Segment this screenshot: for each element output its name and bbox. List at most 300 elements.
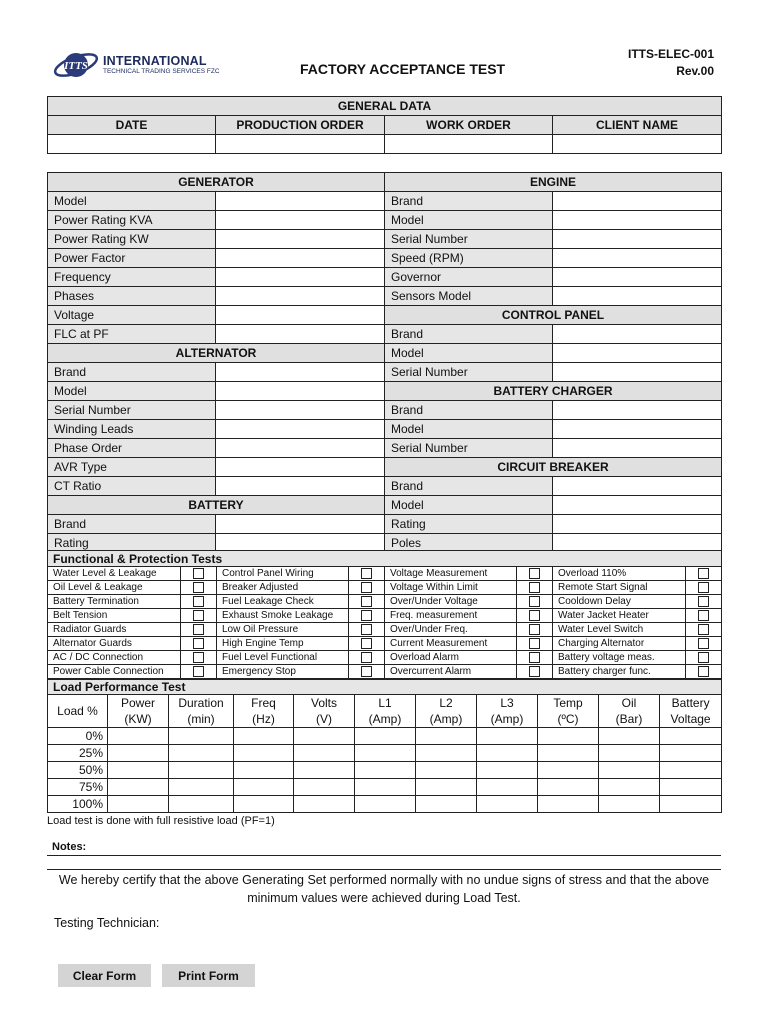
spec-value-field[interactable] [553,287,722,306]
load-value-field[interactable] [477,779,538,796]
functional-test-row [48,581,722,595]
spec-label: Model [48,382,216,401]
load-value-field[interactable] [660,762,722,779]
checkbox-cell [517,595,553,609]
spec-label: Power Rating KW [48,230,216,249]
spec-value-field[interactable] [216,363,385,382]
functional-test-label: Over/Under Freq. [385,623,517,637]
load-value-field[interactable] [355,728,416,745]
load-value-field[interactable] [599,796,660,813]
spec-label: Model [385,211,553,230]
spec-value-field[interactable] [553,439,722,458]
load-value-field[interactable] [234,745,294,762]
functional-test-label: Belt Tension [48,609,181,623]
load-test-column-header [294,695,355,728]
column-header-line2: (ºC) [557,712,579,726]
column-header-line2: Voltage [670,712,711,726]
test-checkbox[interactable] [698,582,709,593]
spec-value-field[interactable] [553,477,722,496]
column-header-line1: Volts [310,696,337,710]
load-value-field[interactable] [477,728,538,745]
test-checkbox[interactable] [193,666,204,677]
load-value-field[interactable] [416,796,477,813]
test-checkbox[interactable] [698,638,709,649]
checkbox-cell [181,665,217,679]
spec-label: Model [48,192,216,211]
checkbox-cell [686,609,722,623]
test-checkbox[interactable] [193,652,204,663]
spec-value-field[interactable] [553,363,722,382]
spec-value-field[interactable] [553,325,722,344]
functional-tests-heading: Functional & Protection Tests [48,551,722,567]
test-checkbox[interactable] [529,624,540,635]
column-header-line2: (KW) [124,712,152,726]
spec-value-field[interactable] [216,287,385,306]
checkbox-cell [349,595,385,609]
spec-value-field[interactable] [216,192,385,211]
load-percent-label: 100% [48,796,108,813]
test-checkbox[interactable] [361,624,372,635]
spec-label: Voltage [48,306,216,325]
spec-value-field[interactable] [216,401,385,420]
spec-label: Brand [385,477,553,496]
functional-test-label: Oil Level & Leakage [48,581,181,595]
column-header-line2: (Amp) [490,712,524,726]
functional-test-label: Battery Termination [48,595,181,609]
test-checkbox[interactable] [529,652,540,663]
functional-test-label: Charging Alternator [553,637,686,651]
test-checkbox[interactable] [529,638,540,649]
load-value-field[interactable] [234,762,294,779]
test-checkbox[interactable] [361,568,372,579]
spec-label: Serial Number [385,439,553,458]
functional-test-row [48,637,722,651]
checkbox-cell [181,581,217,595]
load-test-heading: Load Performance Test [48,680,722,695]
load-value-field[interactable] [108,779,169,796]
spec-value-field[interactable] [216,230,385,249]
load-test-note: Load test is done with full resistive load (PF=1) [47,815,275,827]
test-checkbox[interactable] [193,610,204,621]
checkbox-cell [349,637,385,651]
checkbox-cell [517,567,553,581]
load-test-table [47,679,722,813]
test-checkbox[interactable] [193,638,204,649]
load-value-field[interactable] [599,779,660,796]
column-header-line2: (Bar) [615,712,643,726]
functional-test-label: Overcurrent Alarm [385,665,517,679]
spec-label: Brand [385,192,553,211]
spec-label: Speed (RPM) [385,249,553,268]
load-test-column-header [355,695,416,728]
work-order-field[interactable] [385,135,553,154]
load-value-field[interactable] [294,762,355,779]
spec-label: Brand [48,515,216,534]
checkbox-cell [686,665,722,679]
checkbox-cell [686,637,722,651]
load-test-row [48,745,722,762]
spec-label: Rating [48,534,216,553]
spec-value-field[interactable] [216,268,385,287]
logo-word-international: INTERNATIONAL [103,54,207,68]
load-percent-label: 50% [48,762,108,779]
checkbox-cell [686,595,722,609]
test-checkbox[interactable] [529,666,540,677]
spec-label: Poles [385,534,553,553]
checkbox-cell [181,623,217,637]
test-checkbox[interactable] [361,596,372,607]
itts-logo-icon [52,48,100,82]
load-value-field[interactable] [538,745,599,762]
load-test-header-row [48,695,722,728]
column-header-line1: Load % [57,704,98,718]
clear-form-button[interactable]: Clear Form [58,964,151,987]
logo-mark: ITTS [64,60,88,72]
load-value-field[interactable] [538,796,599,813]
load-test-row [48,728,722,745]
testing-technician-label: Testing Technician: [54,916,160,930]
print-form-button[interactable]: Print Form [162,964,255,987]
spec-label: Sensors Model [385,287,553,306]
certification-statement: We hereby certify that the above Generating Set performed normally with no undue signs of stress and that the above minimum values were achieved during Load Test. [58,873,710,905]
checkbox-cell [181,595,217,609]
spec-label: Power Rating KVA [48,211,216,230]
functional-test-label: Freq. measurement [385,609,517,623]
checkbox-cell [181,651,217,665]
load-test-column-header [538,695,599,728]
spec-value-field[interactable] [216,382,385,401]
load-value-field[interactable] [355,762,416,779]
load-value-field[interactable] [169,796,234,813]
functional-test-label: Power Cable Connection [48,665,181,679]
column-header-line1: Freq [251,696,276,710]
load-value-field[interactable] [477,796,538,813]
load-value-field[interactable] [477,762,538,779]
functional-test-label: Overload 110% [553,567,686,581]
spec-label: Serial Number [48,401,216,420]
spec-label: Serial Number [385,363,553,382]
spec-value-field[interactable] [553,249,722,268]
column-header-line1: L3 [500,696,514,710]
spec-label: Model [385,420,553,439]
checkbox-cell [349,567,385,581]
document-id [628,46,714,80]
spec-label: Rating [385,515,553,534]
load-value-field[interactable] [234,796,294,813]
functional-test-label: AC / DC Connection [48,651,181,665]
column-header-line2: (V) [316,712,332,726]
spec-value-field[interactable] [216,439,385,458]
spec-label: AVR Type [48,458,216,477]
production-order-field[interactable] [216,135,385,154]
spec-label: Phases [48,287,216,306]
checkbox-cell [517,581,553,595]
load-value-field[interactable] [355,779,416,796]
notes-line[interactable] [47,855,721,856]
date-field[interactable] [48,135,216,154]
load-value-field[interactable] [660,796,722,813]
test-checkbox[interactable] [361,638,372,649]
load-value-field[interactable] [538,762,599,779]
equipment-spec-table [47,172,722,553]
checkbox-cell [181,567,217,581]
load-value-field[interactable] [169,762,234,779]
column-header-line1: L1 [378,696,392,710]
col-production-order: PRODUCTION ORDER [216,116,385,135]
spec-value-field[interactable] [553,211,722,230]
load-value-field[interactable] [538,728,599,745]
spec-label: Phase Order [48,439,216,458]
load-test-row [48,779,722,796]
load-test-row [48,762,722,779]
functional-test-label: Alternator Guards [48,637,181,651]
spec-value-field[interactable] [553,230,722,249]
col-date: DATE [48,116,216,135]
column-header-line2: (Hz) [252,712,275,726]
spec-value-field[interactable] [553,268,722,287]
load-test-column-header [477,695,538,728]
load-value-field[interactable] [108,728,169,745]
spec-label: Brand [385,401,553,420]
column-header-line1: Duration [178,696,224,710]
load-percent-label: 25% [48,745,108,762]
page-title: FACTORY ACCEPTANCE TEST [300,61,506,77]
test-checkbox[interactable] [361,652,372,663]
spec-value-field[interactable] [216,211,385,230]
spec-label: Winding Leads [48,420,216,439]
functional-test-label: Water Level & Leakage [48,567,181,581]
functional-test-label: Water Jacket Heater [553,609,686,623]
load-test-column-header [599,695,660,728]
load-percent-label: 0% [48,728,108,745]
spec-label: Brand [385,325,553,344]
load-value-field[interactable] [416,728,477,745]
load-test-column-header [416,695,477,728]
company-logo [52,48,222,82]
checkbox-cell [349,623,385,637]
col-work-order: WORK ORDER [385,116,553,135]
load-test-column-header [234,695,294,728]
spec-value-field[interactable] [553,496,722,515]
spec-label: Power Factor [48,249,216,268]
checkbox-cell [181,609,217,623]
functional-test-label: Emergency Stop [217,665,349,679]
test-checkbox[interactable] [361,610,372,621]
functional-test-row [48,595,722,609]
functional-test-row [48,651,722,665]
spec-value-field[interactable] [553,515,722,534]
load-value-field[interactable] [234,728,294,745]
column-header-line2: (Amp) [368,712,402,726]
document-revision: Rev.00 [676,64,714,78]
circuit-breaker-heading: CIRCUIT BREAKER [385,458,722,477]
test-checkbox[interactable] [193,596,204,607]
load-value-field[interactable] [477,745,538,762]
load-value-field[interactable] [169,728,234,745]
load-value-field[interactable] [355,745,416,762]
engine-heading: ENGINE [385,173,722,192]
col-client-name: CLIENT NAME [553,116,722,135]
document-number: ITTS-ELEC-001 [627,47,714,61]
column-header-line1: Power [120,696,155,710]
functional-test-label: High Engine Temp [217,637,349,651]
functional-tests-table [47,550,722,679]
functional-test-label: Voltage Measurement [385,567,517,581]
functional-test-label: Radiator Guards [48,623,181,637]
checkbox-cell [349,609,385,623]
load-test-column-header [48,695,108,728]
spec-label: Model [385,344,553,363]
load-test-column-header [660,695,722,728]
load-test-column-header [108,695,169,728]
notes-label: Notes: [52,841,87,853]
test-checkbox[interactable] [193,624,204,635]
column-header-line2: (Amp) [429,712,463,726]
test-checkbox[interactable] [698,596,709,607]
load-value-field[interactable] [108,745,169,762]
checkbox-cell [349,665,385,679]
spec-value-field[interactable] [216,477,385,496]
load-value-field[interactable] [416,779,477,796]
load-value-field[interactable] [599,762,660,779]
test-checkbox[interactable] [361,582,372,593]
functional-test-label: Battery voltage meas. [553,651,686,665]
checkbox-cell [349,651,385,665]
spec-value-field[interactable] [216,515,385,534]
battery-charger-heading: BATTERY CHARGER [385,382,722,401]
generator-heading: GENERATOR [48,173,385,192]
load-value-field[interactable] [234,779,294,796]
load-value-field[interactable] [416,762,477,779]
functional-test-label: Remote Start Signal [553,581,686,595]
functional-test-row [48,567,722,581]
load-value-field[interactable] [599,728,660,745]
divider [47,869,721,870]
functional-test-label: Over/Under Voltage [385,595,517,609]
load-value-field[interactable] [416,745,477,762]
load-value-field[interactable] [599,745,660,762]
spec-value-field[interactable] [553,401,722,420]
functional-test-row [48,623,722,637]
checkbox-cell [517,637,553,651]
load-test-column-header [169,695,234,728]
checkbox-cell [517,623,553,637]
spec-value-field[interactable] [216,458,385,477]
spec-value-field[interactable] [216,420,385,439]
load-value-field[interactable] [108,796,169,813]
column-header-line1: Temp [553,696,583,710]
checkbox-cell [517,651,553,665]
load-value-field[interactable] [538,779,599,796]
column-header-line1: Battery [671,696,710,710]
load-value-field[interactable] [294,728,355,745]
load-value-field[interactable] [660,745,722,762]
test-checkbox[interactable] [529,596,540,607]
functional-test-label: Fuel Level Functional [217,651,349,665]
checkbox-cell [349,581,385,595]
spec-label: Serial Number [385,230,553,249]
spec-label: CT Ratio [48,477,216,496]
spec-label: Governor [385,268,553,287]
load-value-field[interactable] [294,796,355,813]
test-checkbox[interactable] [698,624,709,635]
spec-value-field[interactable] [553,192,722,211]
test-checkbox[interactable] [529,610,540,621]
functional-test-label: Control Panel Wiring [217,567,349,581]
control-panel-heading: CONTROL PANEL [385,306,722,325]
general-data-heading: GENERAL DATA [48,97,722,116]
checkbox-cell [686,581,722,595]
checkbox-cell [686,567,722,581]
test-checkbox[interactable] [529,582,540,593]
alternator-heading: ALTERNATOR [48,344,385,363]
checkbox-cell [686,651,722,665]
load-value-field[interactable] [660,779,722,796]
test-checkbox[interactable] [193,582,204,593]
functional-test-label: Breaker Adjusted [217,581,349,595]
load-test-row [48,796,722,813]
functional-test-label: Cooldown Delay [553,595,686,609]
functional-test-row [48,665,722,679]
test-checkbox[interactable] [529,568,540,579]
load-value-field[interactable] [294,779,355,796]
checkbox-cell [517,609,553,623]
functional-test-label: Low Oil Pressure [217,623,349,637]
spec-label: Model [385,496,553,515]
load-value-field[interactable] [355,796,416,813]
test-checkbox[interactable] [698,652,709,663]
spec-value-field[interactable] [216,325,385,344]
spec-value-field[interactable] [553,344,722,363]
functional-test-label: Water Level Switch [553,623,686,637]
functional-test-label: Battery charger func. [553,665,686,679]
spec-value-field[interactable] [216,306,385,325]
spec-label: FLC at PF [48,325,216,344]
functional-test-label: Overload Alarm [385,651,517,665]
spec-label: Brand [48,363,216,382]
load-value-field[interactable] [108,762,169,779]
test-checkbox[interactable] [698,568,709,579]
logo-word-subtitle: TECHNICAL TRADING SERVICES FZC [103,68,220,75]
load-value-field[interactable] [169,745,234,762]
client-name-field[interactable] [553,135,722,154]
checkbox-cell [181,637,217,651]
functional-test-label: Voltage Within Limit [385,581,517,595]
checkbox-cell [517,665,553,679]
load-value-field[interactable] [660,728,722,745]
functional-test-label: Current Measurement [385,637,517,651]
load-percent-label: 75% [48,779,108,796]
battery-heading: BATTERY [48,496,385,515]
test-checkbox[interactable] [193,568,204,579]
spec-value-field[interactable] [216,249,385,268]
spec-label: Frequency [48,268,216,287]
load-value-field[interactable] [294,745,355,762]
spec-value-field[interactable] [553,420,722,439]
load-value-field[interactable] [169,779,234,796]
test-checkbox[interactable] [361,666,372,677]
general-data-table [47,96,722,154]
column-header-line2: (min) [187,712,215,726]
column-header-line1: L2 [439,696,453,710]
test-checkbox[interactable] [698,666,709,677]
functional-test-label: Fuel Leakage Check [217,595,349,609]
checkbox-cell [686,623,722,637]
functional-test-label: Exhaust Smoke Leakage [217,609,349,623]
functional-test-row [48,609,722,623]
test-checkbox[interactable] [698,610,709,621]
column-header-line1: Oil [621,696,637,710]
